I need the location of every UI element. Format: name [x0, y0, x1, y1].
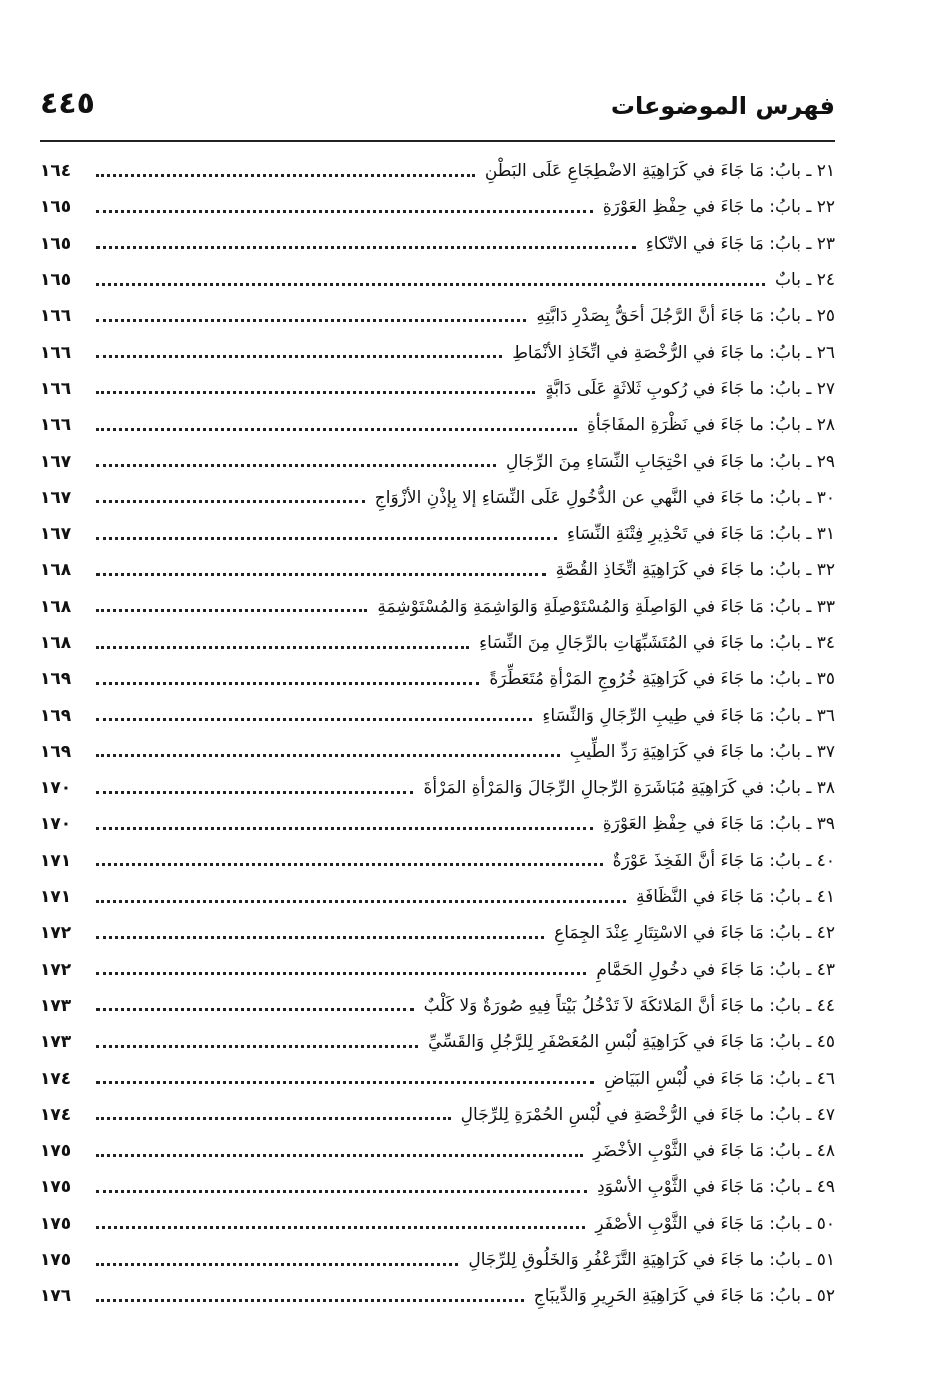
toc-entry-title: ٤٣ ـ بابُ: مَا جَاءَ في دخُولِ الحَمَّامِ — [596, 959, 835, 980]
toc-entry — [40, 988, 835, 1024]
toc-entry-title: ٤١ ـ بابُ: مَا جَاءَ في النَّظَافَةِ — [636, 887, 835, 908]
toc-entry — [40, 589, 835, 625]
dot-leader — [96, 827, 593, 830]
toc-entry-page-number: ١٦٧ — [40, 524, 72, 545]
toc-entry-page-number: ١٧٣ — [40, 1032, 72, 1053]
dot-leader — [96, 1299, 524, 1302]
toc-entry-title: ٤٢ ـ بابُ: مَا جَاءَ في الاسْتِتَارِ عِنْدَ الجِمَاعِ — [554, 923, 835, 944]
dot-leader — [96, 246, 636, 249]
toc-entry-title: ٣٦ ـ بابُ: مَا جَاءَ في طِيبِ الرِّجَالِ وَالنِّسَاءِ — [542, 705, 835, 726]
toc-entry-page-number: ١٧٤ — [40, 1104, 72, 1125]
toc-entry-title: ٢٣ ـ بابُ: مَا جَاءَ في الاتّكاءِ — [645, 233, 835, 254]
dot-leader — [96, 319, 526, 322]
dot-leader — [96, 283, 765, 286]
dot-leader — [96, 972, 586, 975]
toc-entry-title: ٥٢ ـ بابُ: مَا جَاءَ في كَرَاهِيَةِ الحَرِيرِ وَالدِّيبَاجِ — [533, 1286, 835, 1307]
toc-entry — [40, 734, 835, 770]
toc-entry-title: ٢٤ ـ بابٌ — [775, 270, 835, 291]
toc-entry-title: ٢٨ ـ بابُ: ما جَاءَ في نَظْرَةِ المفَاجَأةِ — [586, 415, 835, 436]
toc-entry-page-number: ١٦٩ — [40, 669, 72, 690]
header-rule — [40, 140, 835, 142]
toc-entry-title: ٤٦ ـ بابُ: مَا جَاءَ في لُبْسِ البَيَاضِ — [604, 1068, 835, 1089]
toc-entry-title: ٤٨ ـ بابُ: مَا جَاءَ في الثَّوْبِ الأخْضَرِ — [593, 1141, 835, 1162]
toc-entry — [40, 879, 835, 915]
toc-entry — [40, 1060, 835, 1096]
toc-entry-title: ٤٠ ـ بابُ: مَا جَاءَ أنَّ الفَخِذَ عَوْرَةٌ — [612, 850, 835, 871]
dot-leader — [96, 1117, 451, 1120]
dot-leader — [96, 500, 365, 503]
toc-entry — [40, 443, 835, 479]
toc-entry-page-number: ١٦٨ — [40, 633, 72, 653]
toc-entry-page-number: ١٦٤ — [40, 161, 72, 182]
dot-leader — [96, 1263, 458, 1266]
toc-entry-page-number: ١٦٥ — [40, 270, 72, 291]
toc-entry-page-number: ١٧٢ — [40, 959, 72, 980]
toc-entry — [40, 697, 835, 733]
toc-entry — [40, 371, 835, 407]
toc-entry — [40, 1278, 835, 1314]
toc-entry-title: ٣٩ ـ بابُ: مَا جَاءَ في حِفْظِ العَوْرَةِ — [602, 814, 835, 835]
toc-entry-page-number: ١٦٨ — [40, 596, 72, 617]
dot-leader — [96, 863, 603, 866]
toc-entry — [40, 552, 835, 588]
toc-entry — [40, 1133, 835, 1169]
toc-entry-title: ٥١ ـ بابُ: ما جَاءَ في كَرَاهِيَةِ التَّزَعْفُرِ وَالخَلُوقِ لِلرِّجَالِ — [468, 1250, 835, 1271]
toc-entry-page-number: ١٦٦ — [40, 306, 72, 327]
dot-leader — [96, 718, 532, 721]
toc-entry — [40, 480, 835, 516]
dot-leader — [96, 1226, 585, 1229]
toc-entry — [40, 661, 835, 697]
toc-entry-page-number: ١٧٤ — [40, 1068, 72, 1089]
dot-leader — [96, 210, 593, 213]
toc-entry-title: ٤٤ ـ بابُ: ما جَاءَ أنَّ المَلائكَةَ لاَ تَدْخُلُ بَيْتاً فِيهِ صُورَةٌ وَلا كَلْبٌ — [423, 995, 835, 1016]
toc-entry-title: ٢١ ـ بابُ: مَا جَاءَ في كَرَاهِيَةِ الاضْطِجَاعِ عَلَى البَطْنِ — [484, 161, 835, 182]
toc-entry-page-number: ١٦٥ — [40, 233, 72, 254]
toc-entry-page-number: ١٦٩ — [40, 705, 72, 726]
toc-entry — [40, 915, 835, 951]
toc-entry-page-number: ١٧٠ — [40, 814, 72, 835]
toc-entry-page-number: ١٧٣ — [40, 995, 72, 1016]
toc-entry — [40, 1097, 835, 1133]
toc-entry — [40, 843, 835, 879]
toc-entry-page-number: ١٧١ — [40, 850, 72, 871]
toc-entry — [40, 770, 835, 806]
toc-entry-page-number: ١٦٦ — [40, 342, 72, 363]
dot-leader — [96, 754, 560, 757]
toc-entry-page-number: ١٦٧ — [40, 487, 72, 508]
toc-entry-page-number: ١٧٥ — [40, 1250, 72, 1271]
dot-leader — [96, 1154, 583, 1157]
toc-entry-title: ٤٧ ـ بابُ: ما جَاءَ في الرُّخْصَةِ في لُبْسِ الحُمْرَةِ لِلرِّجَالِ — [460, 1104, 835, 1125]
toc-entry-title: ٣٢ ـ بابُ: ما جَاءَ في كَرَاهِيَةِ اتِّخَاذِ القُصَّةِ — [555, 560, 835, 581]
dot-leader — [96, 464, 496, 467]
dot-leader — [96, 537, 557, 540]
toc-entry — [40, 516, 835, 552]
toc-entry-title: ٣٤ ـ بابُ: ما جَاءَ في المُتَشَبِّهَاتِ بالرِّجَالِ مِنَ النِّسَاءِ — [479, 633, 835, 653]
toc-entry-page-number: ١٧٠ — [40, 778, 72, 799]
toc-entry — [40, 153, 835, 189]
toc-entry — [40, 298, 835, 334]
toc-entry-page-number: ١٧٥ — [40, 1141, 72, 1162]
toc-entry — [40, 189, 835, 225]
toc-entry-title: ٢٧ ـ بابُ: ما جَاءَ في رُكوبِ ثَلاثَةٍ عَلَى دَابَّةٍ — [545, 378, 835, 399]
page-title: فهرس الموضوعات — [610, 92, 835, 120]
toc-entry-page-number: ١٦٥ — [40, 197, 72, 218]
dot-leader — [96, 936, 544, 939]
toc-entry-page-number: ١٧١ — [40, 887, 72, 908]
toc-entry — [40, 1206, 835, 1242]
page-header — [40, 86, 835, 138]
toc-entry-page-number: ١٧٥ — [40, 1177, 72, 1198]
toc-entry-title: ٤٩ ـ بابُ: مَا جَاءَ في الثَّوْبِ الأسْوَدِ — [597, 1177, 835, 1198]
toc-entry-title: ٣٠ ـ بابُ: ما جَاءَ في النَّهي عن الدُّخُولِ عَلَى النِّسَاءِ إلا بِإذْنِ الأزْوَاجِ — [374, 487, 835, 508]
toc-entry-page-number: ١٦٩ — [40, 741, 72, 762]
toc-entry-title: ٣٣ ـ بابُ: مَا جَاءَ في الوَاصِلَةِ وَالمُسْتَوْصِلَةِ وَالوَاشِمَةِ وَالمُسْتَوْشِمَةِ — [377, 596, 835, 617]
dot-leader — [96, 1008, 414, 1011]
dot-leader — [96, 1045, 418, 1048]
toc-entry — [40, 262, 835, 298]
dot-leader — [96, 609, 367, 612]
dot-leader — [96, 682, 479, 685]
dot-leader — [96, 791, 413, 794]
toc-entry-title: ٢٩ ـ بابُ: ما جَاءَ في احْتِجَابِ النِّسَاءِ مِنَ الرِّجَالِ — [505, 451, 835, 472]
toc-entry-title: ٢٥ ـ بابُ: مَا جَاءَ أنَّ الرَّجُلَ أحَقُّ بِصَدْرِ دَابَّتِهِ — [536, 306, 835, 327]
toc-entry-title: ٣٥ ـ بابُ: ما جَاءَ في كَرَاهِيَةِ خُرُوجِ المَرْأةِ مُتَعَطِّرَةً — [489, 669, 835, 690]
dot-leader — [96, 573, 546, 576]
toc-entry — [40, 806, 835, 842]
toc-entry-title: ٣١ ـ بابُ: مَا جَاءَ في تَحْذِيرِ فِتْنَةِ النِّسَاءِ — [567, 524, 835, 545]
toc-entry — [40, 952, 835, 988]
toc-entry-title: ٣٨ ـ بابُ: في كَرَاهِيَةِ مُبَاشَرَةِ الرِّجالِ الرِّجَالَ وَالمَرْأةِ المَرْأةَ — [423, 778, 835, 799]
toc-entry-page-number: ١٦٧ — [40, 451, 72, 472]
toc-entry-title: ٤٥ ـ بابُ: مَا جَاءَ في كَرَاهِيَةِ لُبْسِ المُعَصْفَرِ لِلرَّجُلِ وَالقَسِّيِّ — [428, 1032, 835, 1053]
toc-entry-title: ٢٦ ـ بابُ: ما جَاءَ في الرُّخْصَةِ في اتِّخَاذِ الأنْمَاطِ — [512, 342, 835, 363]
toc-entry — [40, 226, 835, 262]
toc-entry-title: ٢٢ ـ بابُ: ما جَاءَ في حِفْظِ العَوْرَةِ — [602, 197, 835, 218]
toc-entry — [40, 1242, 835, 1278]
toc-entry-page-number: ١٧٢ — [40, 923, 72, 944]
toc-entry — [40, 625, 835, 661]
dot-leader — [96, 355, 502, 358]
toc-entry-page-number: ١٦٨ — [40, 560, 72, 581]
toc-entry-page-number: ١٦٦ — [40, 378, 72, 399]
dot-leader — [96, 900, 626, 903]
dot-leader — [96, 1081, 594, 1084]
dot-leader — [96, 428, 577, 431]
table-of-contents — [40, 153, 835, 1315]
toc-entry-title: ٥٠ ـ بابُ: مَا جَاءَ في الثَّوْبِ الأصْفَرِ — [595, 1213, 835, 1234]
toc-entry — [40, 1024, 835, 1060]
dot-leader — [96, 646, 469, 649]
page-number: ٤٤٥ — [40, 86, 95, 121]
toc-entry-page-number: ١٦٦ — [40, 415, 72, 436]
dot-leader — [96, 1190, 587, 1193]
dot-leader — [96, 174, 475, 177]
toc-entry — [40, 1169, 835, 1205]
toc-entry — [40, 334, 835, 370]
toc-entry — [40, 407, 835, 443]
dot-leader — [96, 391, 535, 394]
toc-entry-page-number: ١٧٥ — [40, 1213, 72, 1234]
toc-entry-page-number: ١٧٦ — [40, 1286, 72, 1307]
toc-entry-title: ٣٧ ـ بابُ: ما جَاءَ في كَرَاهِيَةِ رَدِّ الطِّيبِ — [569, 741, 835, 762]
